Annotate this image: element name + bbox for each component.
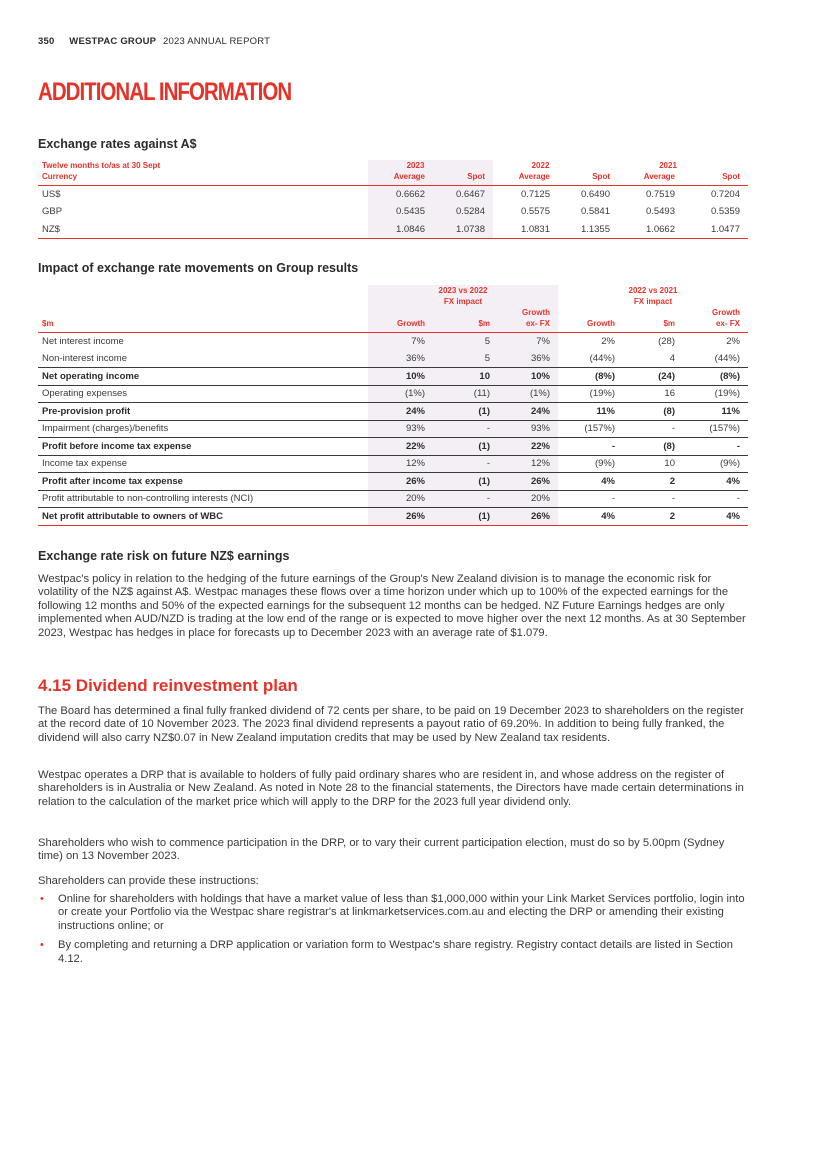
drp-instructions-list <box>38 893 748 972</box>
value-cell: 0.7125 <box>520 189 550 200</box>
value-cell: 1.0477 <box>683 221 748 239</box>
value-cell: (44%) <box>714 353 740 364</box>
value-cell: - <box>558 438 623 456</box>
value-cell: 0.7519 <box>645 189 675 200</box>
value-cell: 4% <box>558 508 623 526</box>
value-cell: (9%) <box>558 455 623 473</box>
impact-heading: Impact of exchange rate movements on Group results <box>38 261 359 275</box>
value-cell: 0.5575 <box>520 206 550 218</box>
table-row <box>38 490 748 508</box>
value-cell: (1) <box>433 438 498 456</box>
column-header: Growth <box>368 307 433 333</box>
table-row <box>38 403 748 421</box>
value-cell: - <box>433 490 498 508</box>
currency-cell: GBP <box>42 206 63 218</box>
table-row <box>38 350 748 368</box>
table-row <box>38 186 748 204</box>
nz-risk-paragraph: Westpac's policy in relation to the hedging of the future earnings of the Group's New Zealand division is to manage the economic risk for volatility of the NZ$ against A$. Westpac manages these flows over a time horizon under which up to 100% of the expected earnings for the following 12 months and 50% of the expected earnings for the subsequent 12 months can be hedged. NZ Future Earnings hedges are only implemented when AUD/NZD is trading at the low end of the range or is expected to move higher over the next 12 months. As at 30 September 2023, Westpac has hedges in place for forecasts up to December 2023 with an average rate of $1.079. <box>38 573 746 639</box>
value-cell: - <box>683 438 748 456</box>
value-cell: (9%) <box>683 455 748 473</box>
value-cell: (44%) <box>589 353 615 364</box>
currency-cell: NZ$ <box>38 221 368 239</box>
value-cell: 7% <box>498 333 558 351</box>
column-header: Average <box>368 171 433 186</box>
value-cell: 26% <box>498 508 558 526</box>
value-cell: 10% <box>498 368 558 386</box>
row-label: Net operating income <box>38 368 368 386</box>
year-header: 2022 <box>531 161 550 170</box>
page-title: ADDITIONAL INFORMATION <box>38 78 292 106</box>
drp-heading: 4.15 Dividend reinvestment plan <box>38 676 298 695</box>
currency-header: Currency <box>38 171 368 186</box>
row-label: Pre-provision profit <box>38 403 368 421</box>
list-item: • Online for shareholders with holdings that have a market value of less than $1,000,000 within your Link Market Services portfolio, login into or create your Portfolio via the Westpac share registrar's at linkmarketservices.com.au and electing the DRP or amending their existing instructions online; or <box>40 893 745 932</box>
table-row <box>38 508 748 526</box>
value-cell: (11) <box>433 385 498 403</box>
group-header-2022: 2022 vs 2021 FX impact <box>628 286 678 306</box>
value-cell: 0.6490 <box>580 189 610 200</box>
value-cell: 10 <box>623 455 683 473</box>
row-label: Net profit attributable to owners of WBC <box>38 508 368 526</box>
drp-paragraph: Westpac operates a DRP that is available to holders of fully paid ordinary shares who are resident in, and whose address on the register of shareholders is in Australia or New Zealand. As noted in Note 28 to the financial statements, the Directors have made certain determinations in relation to the calculation of the market price which will apply to the DRP for the 2023 full year dividend only. <box>38 769 744 808</box>
value-cell: 4 <box>669 353 675 364</box>
value-cell: 0.5435 <box>368 203 433 221</box>
column-header: $m <box>433 307 498 333</box>
value-cell: 4% <box>683 473 748 491</box>
exchange-rates-table <box>38 160 748 239</box>
value-cell: 1.1355 <box>558 221 618 239</box>
value-cell: 0.5493 <box>645 206 675 218</box>
group-header-2023: 2023 vs 2022 FX impact <box>368 285 558 307</box>
unit-header: $m <box>38 307 368 333</box>
value-cell: (19%) <box>683 385 748 403</box>
value-cell: 24% <box>368 403 433 421</box>
value-cell: 0.5841 <box>580 206 610 218</box>
value-cell: 4% <box>683 508 748 526</box>
value-cell: 26% <box>498 473 558 491</box>
value-cell: 11% <box>683 403 748 421</box>
value-cell: - <box>623 420 683 438</box>
column-header: $m <box>623 307 683 333</box>
page-number: 350 <box>38 36 55 47</box>
column-header: Spot <box>433 171 493 186</box>
impact-table <box>38 285 748 526</box>
row-label: Operating expenses <box>38 385 368 403</box>
value-cell: 5 <box>433 350 498 368</box>
currency-cell: US$ <box>42 189 61 200</box>
value-cell: (8%) <box>558 368 623 386</box>
value-cell: 22% <box>498 438 558 456</box>
value-cell: (1%) <box>368 385 433 403</box>
value-cell: 0.6467 <box>433 186 493 204</box>
value-cell: - <box>433 455 498 473</box>
value-cell: 16 <box>623 385 683 403</box>
value-cell: 7% <box>368 333 433 351</box>
company-name: WESTPAC GROUP <box>69 36 157 47</box>
value-cell: 26% <box>368 473 433 491</box>
value-cell: (157%) <box>558 420 623 438</box>
value-cell: 26% <box>368 508 433 526</box>
value-cell: 24% <box>498 403 558 421</box>
value-cell: 2 <box>623 473 683 491</box>
column-header: Spot <box>558 171 618 186</box>
value-cell: 12% <box>498 455 558 473</box>
value-cell: 93% <box>368 420 433 438</box>
value-cell: 0.7204 <box>710 189 740 200</box>
table-row <box>38 473 748 491</box>
value-cell: 0.5284 <box>433 203 493 221</box>
table-row <box>38 385 748 403</box>
report-name: 2023 ANNUAL REPORT <box>163 36 271 47</box>
table-row <box>38 455 748 473</box>
value-cell: 1.0738 <box>433 221 493 239</box>
column-header: Growth ex- FX <box>683 307 748 333</box>
value-cell: - <box>433 420 498 438</box>
exchange-rates-heading: Exchange rates against A$ <box>38 137 197 151</box>
value-cell: (8%) <box>683 368 748 386</box>
value-cell: (1) <box>433 508 498 526</box>
row-label: Income tax expense <box>38 455 368 473</box>
value-cell: 1.0846 <box>368 221 433 239</box>
value-cell: (8) <box>623 438 683 456</box>
value-cell: (28) <box>658 336 675 347</box>
table-row <box>38 203 748 221</box>
value-cell: 0.5359 <box>710 206 740 218</box>
value-cell: (8) <box>623 403 683 421</box>
value-cell: - <box>558 490 623 508</box>
value-cell: - <box>623 490 683 508</box>
value-cell: 12% <box>368 455 433 473</box>
value-cell: 5 <box>433 333 498 351</box>
row-label: Impairment (charges)/benefits <box>38 420 368 438</box>
value-cell: 4% <box>558 473 623 491</box>
value-cell: 20% <box>368 490 433 508</box>
value-cell: (24) <box>623 368 683 386</box>
value-cell: 1.0662 <box>618 221 683 239</box>
drp-paragraph: Shareholders who wish to commence participation in the DRP, or to vary their current participation election, must do so by 5.00pm (Sydney time) on 13 November 2023. <box>38 837 725 863</box>
value-cell: 10 <box>433 368 498 386</box>
value-cell: (1%) <box>498 385 558 403</box>
column-header: Average <box>618 171 683 186</box>
value-cell: - <box>683 490 748 508</box>
table-row <box>38 438 748 456</box>
value-cell: 22% <box>368 438 433 456</box>
value-cell: 20% <box>498 490 558 508</box>
row-label: Non-interest income <box>42 353 128 364</box>
value-cell: 0.6662 <box>368 186 433 204</box>
row-label: Profit before income tax expense <box>38 438 368 456</box>
year-header: 2021 <box>659 161 677 170</box>
list-item: • By completing and returning a DRP application or variation form to Westpac's share registry. Registry contact details are listed in Section 4.12. <box>40 939 733 965</box>
value-cell: 36% <box>498 350 558 368</box>
value-cell: 36% <box>368 350 433 368</box>
table-row <box>38 368 748 386</box>
value-cell: 2 <box>623 508 683 526</box>
value-cell: (157%) <box>683 420 748 438</box>
value-cell: (1) <box>433 473 498 491</box>
value-cell: (19%) <box>558 385 623 403</box>
column-header: Growth <box>558 307 623 333</box>
row-label: Profit attributable to non-controlling interests (NCI) <box>38 490 368 508</box>
drp-paragraph: Shareholders can provide these instructions: <box>38 875 259 887</box>
value-cell: 93% <box>498 420 558 438</box>
value-cell: 1.0831 <box>493 221 558 239</box>
column-header: Spot <box>683 171 748 186</box>
nz-risk-heading: Exchange rate risk on future NZ$ earnings <box>38 549 290 563</box>
table-row <box>38 333 748 351</box>
value-cell: 2% <box>726 336 740 347</box>
value-cell: (1) <box>433 403 498 421</box>
table-row <box>38 420 748 438</box>
header-label: Twelve months to/as at 30 Sept <box>42 161 161 170</box>
row-label: Profit after income tax expense <box>38 473 368 491</box>
row-label: Net interest income <box>42 336 124 347</box>
bullet-icon: • <box>40 893 44 905</box>
year-header: 2023 <box>368 160 493 171</box>
bullet-icon: • <box>40 939 44 952</box>
value-cell: 10% <box>368 368 433 386</box>
drp-paragraph: The Board has determined a final fully franked dividend of 72 cents per share, to be paid on 19 December 2023 to shareholders on the register at the record date of 10 November 2023. The 2023 final dividend represents a payout ratio of 69.20%. In addition to being fully franked, the dividend will also carry NZ$0.07 in New Zealand imputation credits that may be used by New Zealand tax residents. <box>38 705 744 744</box>
column-header: Average <box>493 171 558 186</box>
value-cell: 11% <box>558 403 623 421</box>
column-header: Growth ex- FX <box>498 307 558 333</box>
running-header <box>38 36 270 47</box>
value-cell: 2% <box>601 336 615 347</box>
table-row <box>38 221 748 239</box>
